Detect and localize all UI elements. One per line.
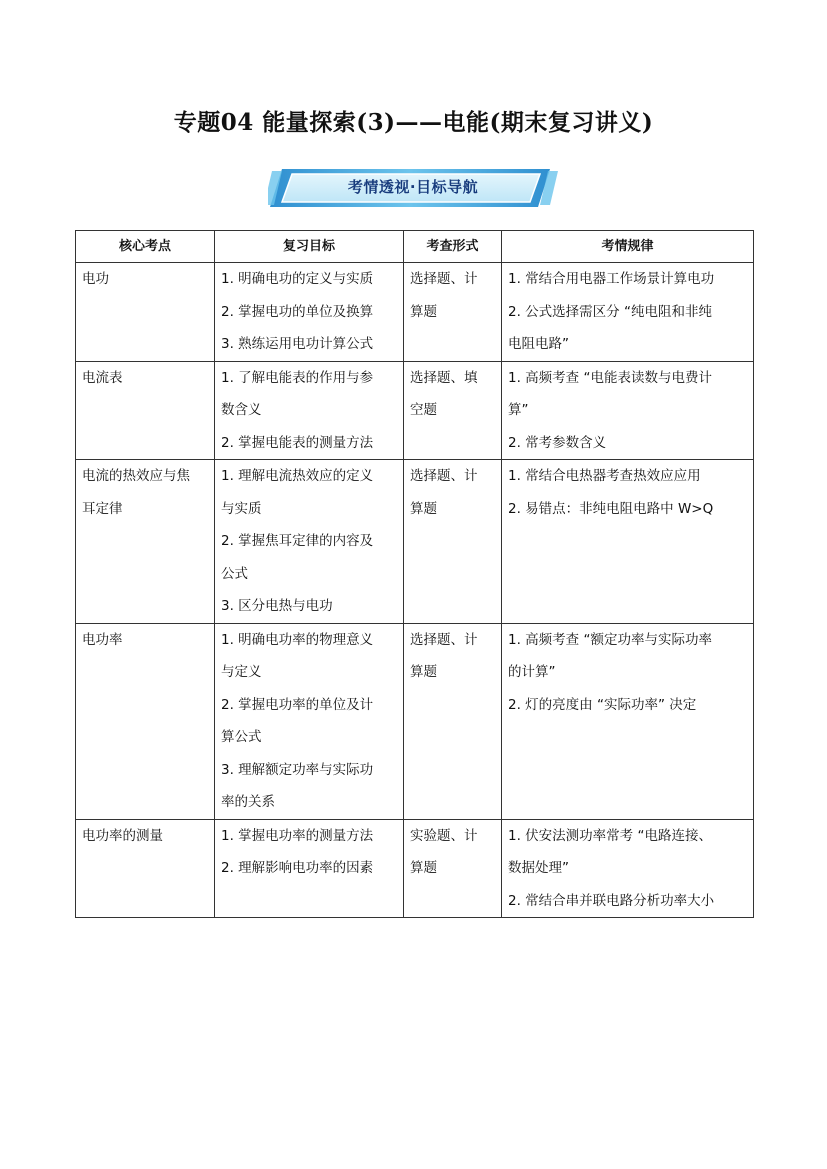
cell-line: 3. 区分电热与电功 — [221, 598, 333, 614]
header-exam-pattern: 考情规律 — [502, 231, 754, 263]
pattern-cell — [502, 263, 754, 362]
pattern-cell — [502, 460, 754, 624]
cell-line: 算题 — [410, 303, 437, 320]
cell-line: 2. 易错点：非纯电阻电路中 W>Q — [508, 500, 714, 517]
cell-line: 与实质 — [221, 500, 262, 517]
cell-line: 算题 — [410, 664, 437, 680]
cell-line: 1. 常结合用电器工作场景计算电功 — [508, 271, 715, 287]
cell-line: 算题 — [410, 500, 437, 517]
pattern-cell — [502, 361, 754, 460]
page-title: 专题04 能量探索(3)——电能(期末复习讲义) — [173, 109, 654, 136]
goals-cell — [215, 819, 404, 918]
cell-line: 电功 — [82, 271, 109, 287]
cell-line: 1. 伏安法测功率常考 “电路连接、 — [508, 827, 712, 844]
banner-label: 考情透视·目标导航 — [347, 178, 479, 196]
cell-line: 1. 理解电流热效应的定义 — [221, 468, 374, 484]
cell-line: 2. 常考参数含义 — [508, 434, 607, 451]
cell-line: 选择题、填 — [410, 369, 478, 386]
cell-line: 电流的热效应与焦 — [82, 468, 190, 484]
table-row — [76, 361, 754, 460]
cell-line: 算题 — [410, 860, 437, 876]
goals-cell — [215, 263, 404, 362]
cell-line: 1. 高频考查 “额定功率与实际功率 — [508, 631, 712, 648]
table-row — [76, 623, 754, 819]
cell-line: 1. 掌握电功率的测量方法 — [221, 827, 374, 844]
header-core-topic: 核心考点 — [76, 231, 215, 263]
cell-line: 空题 — [410, 402, 437, 418]
cell-line: 数含义 — [221, 402, 262, 418]
cell-line: 2. 公式选择需区分 “纯电阻和非纯 — [508, 303, 712, 320]
form-cell — [404, 263, 502, 362]
cell-line: 2. 掌握焦耳定律的内容及 — [221, 533, 374, 549]
topic-cell — [76, 623, 215, 819]
table-row — [76, 819, 754, 918]
exam-overview-table — [75, 230, 754, 918]
cell-line: 1. 常结合电热器考查热效应应用 — [508, 468, 701, 484]
header-exam-form: 考查形式 — [404, 231, 502, 263]
table-header-row — [76, 231, 754, 263]
cell-line: 2. 常结合串并联电路分析功率大小 — [508, 892, 715, 909]
cell-line: 耳定律 — [82, 500, 123, 517]
cell-line: 率的关系 — [221, 794, 275, 810]
cell-line: 选择题、计 — [410, 468, 478, 484]
cell-line: 2. 灯的亮度由 “实际功率” 决定 — [508, 696, 697, 713]
topic-cell — [76, 819, 215, 918]
topic-cell — [76, 361, 215, 460]
cell-line: 算” — [508, 402, 529, 418]
cell-line: 3. 熟练运用电功计算公式 — [221, 336, 374, 352]
cell-line: 2. 掌握电能表的测量方法 — [221, 434, 374, 451]
table-row — [76, 263, 754, 362]
cell-line: 1. 明确电功的定义与实质 — [221, 271, 374, 287]
cell-line: 1. 了解电能表的作用与参 — [221, 369, 374, 386]
cell-line: 与定义 — [221, 664, 262, 680]
cell-line: 电阻电路” — [508, 336, 569, 352]
topic-cell — [76, 460, 215, 624]
form-cell — [404, 819, 502, 918]
pattern-cell — [502, 623, 754, 819]
topic-cell — [76, 263, 215, 362]
cell-line: 电流表 — [82, 369, 123, 386]
table-row — [76, 460, 754, 624]
cell-line: 2. 掌握电功率的单位及计 — [221, 696, 374, 713]
cell-line: 选择题、计 — [410, 271, 478, 287]
goals-cell — [215, 623, 404, 819]
cell-line: 3. 理解额定功率与实际功 — [221, 761, 374, 778]
form-cell — [404, 623, 502, 819]
cell-line: 实验题、计 — [410, 827, 478, 844]
goals-cell — [215, 361, 404, 460]
form-cell — [404, 361, 502, 460]
cell-line: 电功率 — [82, 631, 123, 648]
cell-line: 1. 明确电功率的物理意义 — [221, 631, 374, 648]
cell-line: 数据处理” — [508, 860, 569, 876]
section-banner — [268, 163, 558, 213]
pattern-cell — [502, 819, 754, 918]
cell-line: 算公式 — [221, 729, 262, 745]
cell-line: 选择题、计 — [410, 631, 478, 648]
form-cell — [404, 460, 502, 624]
cell-line: 公式 — [221, 565, 248, 582]
goals-cell — [215, 460, 404, 624]
cell-line: 2. 掌握电功的单位及换算 — [221, 303, 374, 320]
header-review-goal: 复习目标 — [215, 231, 404, 263]
cell-line: 1. 高频考查 “电能表读数与电费计 — [508, 369, 712, 386]
cell-line: 电功率的测量 — [82, 827, 163, 844]
cell-line: 的计算” — [508, 664, 556, 680]
cell-line: 2. 理解影响电功率的因素 — [221, 860, 374, 876]
